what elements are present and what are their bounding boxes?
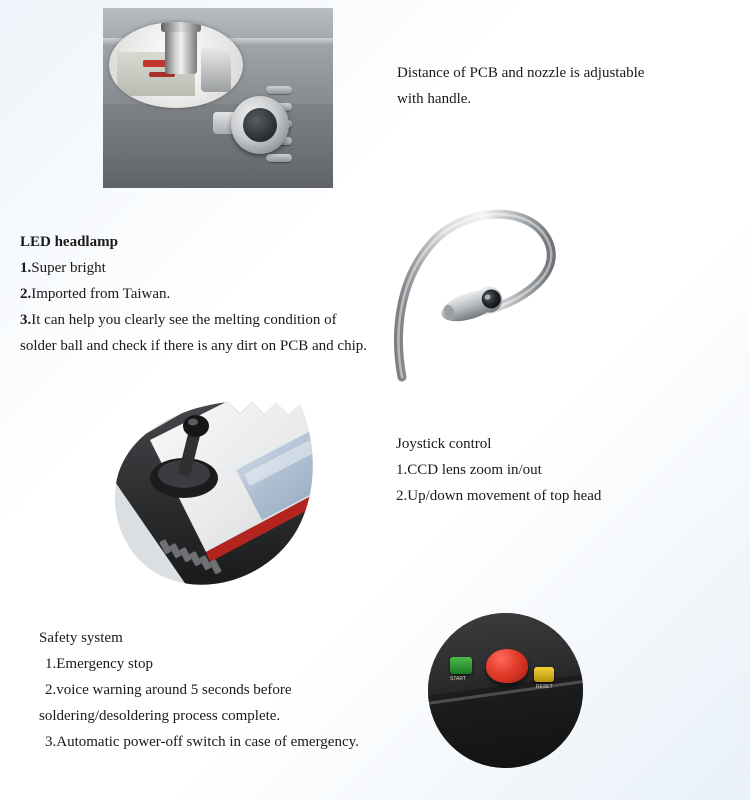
vent-slot [266, 86, 292, 94]
reset-button[interactable] [534, 667, 554, 682]
led-list-item-2 [20, 281, 380, 307]
joystick-knob [183, 415, 209, 437]
nozzle-closeup-inset [109, 22, 243, 108]
safety-section [39, 625, 359, 755]
start-button-label: START [450, 676, 466, 682]
safety-item-3: 3.Automatic power-off switch in case of emergency. [45, 734, 359, 750]
nozzle-caption-line2: with handle. [397, 91, 472, 107]
joystick-item-1: 1.CCD lens zoom in/out [396, 462, 542, 478]
led-item-number: 1. [20, 260, 32, 276]
led-list-item-3-continued: solder ball and check if there is any dirt on PCB and chip. [20, 338, 367, 354]
safety-heading: Safety system [39, 630, 123, 646]
led-item-text: It can help you clearly see the melting condition of [31, 312, 337, 328]
nozzle-lens-inner [243, 108, 277, 142]
nozzle-tube-cap [161, 22, 201, 32]
joystick-panel-drawing [110, 400, 332, 595]
camera-lens-body [201, 48, 231, 92]
safety-item-2: 2.voice warning around 5 seconds before [45, 682, 292, 698]
nozzle-tube [165, 26, 197, 74]
led-headlamp-photo [380, 195, 630, 385]
safety-item-1: 1.Emergency stop [45, 656, 154, 672]
joystick-control-photo [110, 400, 332, 595]
start-button[interactable] [450, 657, 472, 674]
gooseneck-lamp-drawing [380, 195, 630, 385]
led-headlamp-heading: LED headlamp [20, 234, 118, 250]
nozzle-lens [231, 96, 289, 154]
joystick-item-2: 2.Up/down movement of top head [396, 488, 602, 504]
led-item-text: Imported from Taiwan. [31, 286, 171, 302]
nozzle-caption-line1: Distance of PCB and nozzle is adjustable [397, 65, 645, 81]
led-item-number: 3. [20, 312, 32, 328]
joystick-section [396, 431, 601, 509]
safety-item-2-continued: soldering/desoldering process complete. [39, 708, 281, 724]
nozzle-caption [397, 60, 644, 112]
led-list-item-1 [20, 255, 380, 281]
reset-button-label: RESET [536, 684, 553, 690]
joystick-knob-glint [188, 419, 198, 426]
emergency-stop-photo [428, 613, 583, 768]
led-item-text: Super bright [31, 260, 106, 276]
emergency-stop-button[interactable] [486, 649, 528, 683]
pcb-nozzle-photo [103, 8, 333, 188]
led-list-item-3 [20, 307, 380, 333]
lamp-head [438, 283, 506, 327]
vent-slot [266, 154, 292, 162]
joystick-heading: Joystick control [396, 436, 492, 452]
led-item-number: 2. [20, 286, 32, 302]
led-headlamp-section [20, 229, 380, 359]
